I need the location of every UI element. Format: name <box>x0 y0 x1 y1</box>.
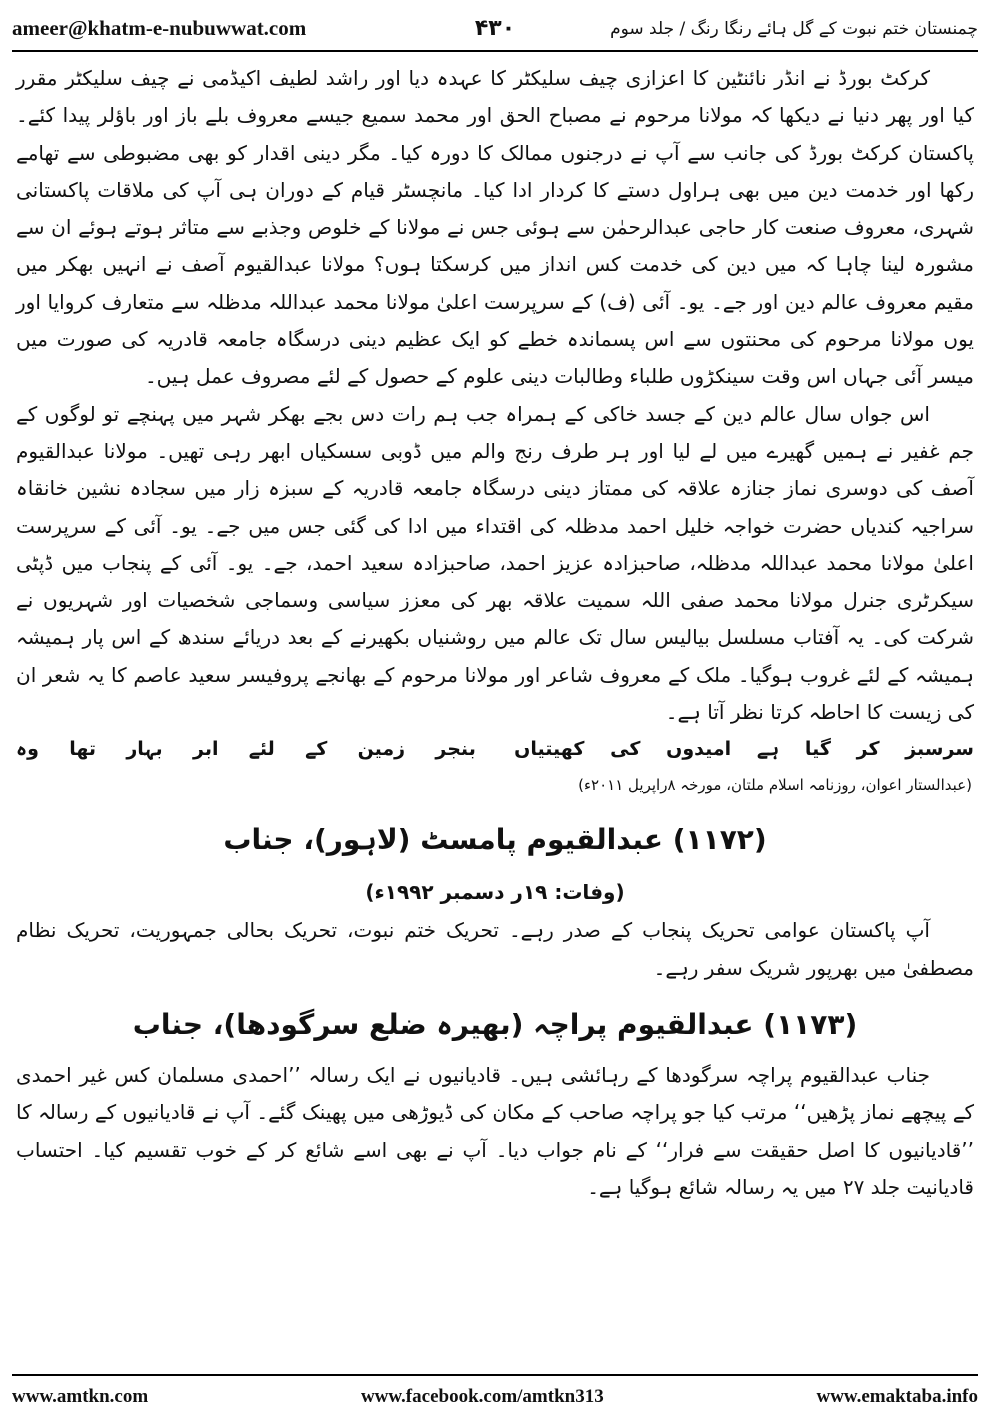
citation: (عبدالستار اعوان، روزنامہ اسلام ملتان، مورخہ ۸راپریل ۲۰۱۱ء) <box>578 776 972 795</box>
entry-1173-text: جناب عبدالقیوم پراچہ سرگودھا کے رہائشی ہیں۔ قادیانیوں نے ایک رسالہ ’’احمدی مسلمان کس غیر احمدی کے پیچھے نماز پڑھیں‘‘ مرتب کیا جو پراچہ صاحب کے مکان کی ڈیوڑھی میں پھینک گئے۔ آپ نے قادیانیوں کے رسالہ کا ’’قادیانیوں کا اصل حقیقت سے فرار‘‘ کے نام جواب دیا۔ آپ نے بھی اسے شائع کر کے خوب تقسیم کیا۔ احتساب قادیانیت جلد ۲۷ میں یہ رسالہ شائع ہوگیا ہے۔ <box>16 1062 974 1199</box>
paragraph-1: کرکٹ بورڈ نے انڈر نائنٹین کا اعزازی چیف سلیکٹر کا عہدہ دیا اور راشد لطیف اکیڈمی نے چیف سلیکٹر مقرر کیا اور پھر دنیا نے دیکھا کہ مولانا مرحوم نے مصباح الحق اور محمد سمیع جیسے معروف بلے باز اور باؤلر پیدا کئے۔ پاکستان کرکٹ بورڈ کی جانب سے آپ نے درجنوں ممالک کا دورہ کیا۔ مگر دینی اقدار کو بھی مضبوطی سے تھامے رکھا اور خدمت دین میں بھی ہراول دستے کا کردار ادا کیا۔ مانچسٹر قیام کے دوران ہی آپ کی ملاقات پاکستانی شہری، معروف صنعت کار حاجی عبدالرحمٰن سے ہوئی جس نے مولانا کے خلوص وجذبے سے متاثر ہوتے ہوئے ان سے مشورہ لینا چاہا کہ میں دین کی خدمت کس انداز میں کرسکتا ہوں؟ مولانا عبدالقیوم آصف نے انہیں بھکر میں مقیم معروف عالم دین اور جے۔ یو۔ آئی (ف) کے سرپرست اعلیٰ مولانا محمد عبداللہ مدظلہ سے متعارف کروایا اور یوں مولانا مرحوم کی محنتوں سے اس پسماندہ خطے کو ایک عظیم دینی درسگاہ جامعہ قادریہ کی صورت میں میسر آئی جہاں اس وقت سینکڑوں طلباء وطالبات دینی علوم کے حصول کے لئے مصروف عمل ہیں۔ <box>16 66 974 389</box>
poetry-couplet <box>16 731 974 768</box>
page-number: ۴۳۰ <box>474 15 516 41</box>
footer-divider <box>12 1374 978 1376</box>
page-footer <box>12 1382 978 1412</box>
couplet-second-line: بنجر زمین کے لئے ابر بہار تھا وہ <box>16 738 476 761</box>
header-email[interactable]: ameer@khatm-e-nubuwwat.com <box>12 15 307 40</box>
entry-1172-death-date: (وفات: ۱۹ر دسمبر ۱۹۹۲ء) <box>365 880 625 905</box>
footer-link-facebook[interactable]: www.facebook.com/amtkn313 <box>360 1386 604 1407</box>
entry-1172-text: آپ پاکستان عوامی تحریک پنجاب کے صدر رہے۔ تحریک ختم نبوت، تحریک بحالی جمہوریت، تحریک نظام مصطفیٰ میں بھرپور شریک سفر رہے۔ <box>16 918 974 980</box>
entry-1173-heading: (۱۱۷۳) عبدالقیوم پراچہ (بھیرہ ضلع سرگودھا)، جناب <box>132 1007 858 1041</box>
paragraph-2: اس جواں سال عالم دین کے جسد خاکی کے ہمراہ جب ہم رات دس بجے بھکر شہر میں پہنچے تو لوگوں کے جم غفیر نے ہمیں گھیرے میں لے لیا اور ہر طرف رنج والم میں ڈوبی سسکیاں ابھر رہی تھیں۔ مولانا عبدالقیوم آصف کی دوسری نماز جنازہ علاقہ کی ممتاز دینی درسگاہ جامعہ قادریہ کے سبزہ زار میں سجادہ نشین خانقاہ سراجیہ کندیاں حضرت خواجہ خلیل احمد مدظلہ کی اقتداء میں ادا کی گئی جس میں جے۔ یو۔ آئی کے سرپرست اعلیٰ مولانا محمد عبداللہ مدظلہ، صاحبزادہ عزیز احمد، صاحبزادہ سعید احمد، جے۔ یو۔ آئی کے پنجاب میں ڈپٹی سیکرٹری جنرل مولانا محمد صفی اللہ سمیت علاقہ بھر کی معزز سیاسی وسماجی شخصیات اور شہریوں نے شرکت کی۔ یہ آفتاب مسلسل بیالیس سال تک عالم میں روشنیاں بکھیرنے کے بعد دریائے سندھ کے اس پار ہمیشہ ہمیشہ کے لئے غروب ہوگیا۔ ملک کے معروف شاعر اور مولانا مرحوم کے بھانجے پروفیسر سعید عاصم کا یہ شعر ان کی زیست کا احاطہ کرتا نظر آتا ہے۔ <box>16 401 974 725</box>
page-body <box>16 60 974 1370</box>
entry-1172-heading: (۱۱۷۲) عبدالقیوم پامسٹ (لاہور)، جناب <box>223 823 767 857</box>
couplet-first-line: سرسبز کر گیا ہے امیدوں کی کھیتیاں <box>514 738 974 761</box>
footer-link-amtkn[interactable]: www.amtkn.com <box>12 1386 149 1407</box>
book-title: چمنستان ختم نبوت کے گل ہائے رنگا رنگ / جلد سوم <box>610 18 978 39</box>
header-divider <box>12 50 978 52</box>
page-header <box>12 8 978 48</box>
footer-link-emaktaba[interactable]: www.emaktaba.info <box>816 1386 978 1407</box>
